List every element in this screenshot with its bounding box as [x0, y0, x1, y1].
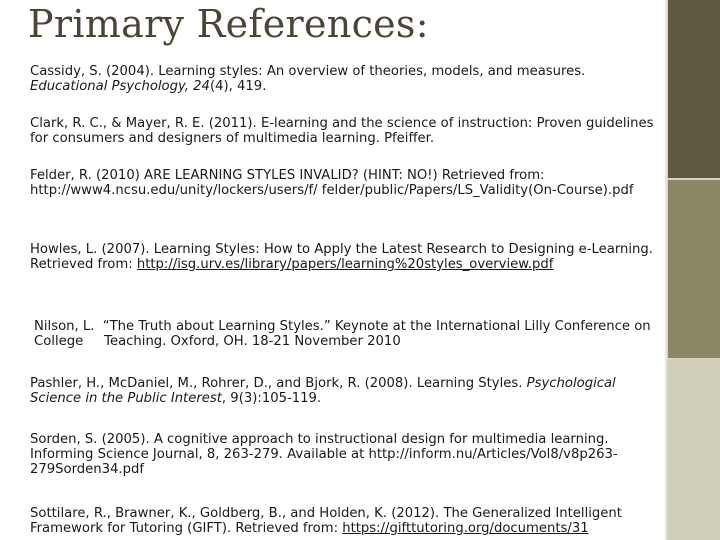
journal-title: Educational Psychology, 24	[30, 79, 210, 94]
reference-item	[30, 506, 666, 536]
reference-text: (4), 419.	[209, 79, 267, 94]
journal-title: Psychological Science in the Public Interest	[30, 376, 616, 406]
reference-text: , 9(3):105-119.	[221, 391, 322, 406]
reference-text: Cassidy, S. (2004). Learning styles: An overview of theories, models, and measures.	[30, 64, 586, 79]
reference-item	[34, 319, 670, 349]
reference-text: Clark, R. C., & Mayer, R. E. (2011). E-learning and the science of instruction: Proven guidelines for consumers and designers of multimedia learning. Pfeiffer.	[30, 116, 654, 146]
reference-item	[30, 432, 666, 477]
reference-item	[30, 116, 666, 146]
reference-link[interactable]: http://isg.urv.es/library/papers/learning%20styles_overview.pdf	[136, 257, 554, 272]
sidebar-block-dark	[668, 0, 720, 178]
reference-text: Nilson, L. “The Truth about Learning Styles.” Keynote at the International Lilly Conference on College Teaching. Oxford, OH. 18-21 November 2010	[34, 319, 660, 349]
reference-text: Howles, L. (2007). Learning Styles: How to Apply the Latest Research to Designing e-Learning. Retrieved from:	[30, 242, 653, 272]
reference-text: Felder, R. (2010) ARE LEARNING STYLES INVALID? (HINT: NO!) Retrieved from: http://www4.ncsu.edu/unity/lockers/users/f/ felder/public/Papers/LS_Validity(On-Course).pdf	[30, 168, 634, 198]
reference-item	[30, 64, 666, 94]
reference-item	[30, 376, 666, 406]
sidebar-block-light	[668, 360, 720, 540]
reference-text: Pashler, H., McDaniel, M., Rohrer, D., and Bjork, R. (2008). Learning Styles.	[30, 376, 527, 391]
reference-link[interactable]: https://gifttutoring.org/documents/31	[342, 521, 589, 536]
page-title: Primary References:	[28, 2, 429, 46]
reference-text: Sorden, S. (2005). A cognitive approach to instructional design for multimedia learning. Informing Science Journal, 8, 263-279. Available at http://inform.nu/Articles/Vol8/v8p263-279Sorden34.pdf	[30, 432, 618, 477]
reference-item	[30, 242, 666, 272]
decorative-sidebar	[667, 0, 720, 540]
reference-item	[30, 168, 666, 198]
reference-text: Sottilare, R., Brawner, K., Goldberg, B., and Holden, K. (2012). The Generalized Intelligent Framework for Tutoring (GIFT). Retrieved from:	[30, 506, 622, 536]
sidebar-block-mid	[668, 180, 720, 358]
